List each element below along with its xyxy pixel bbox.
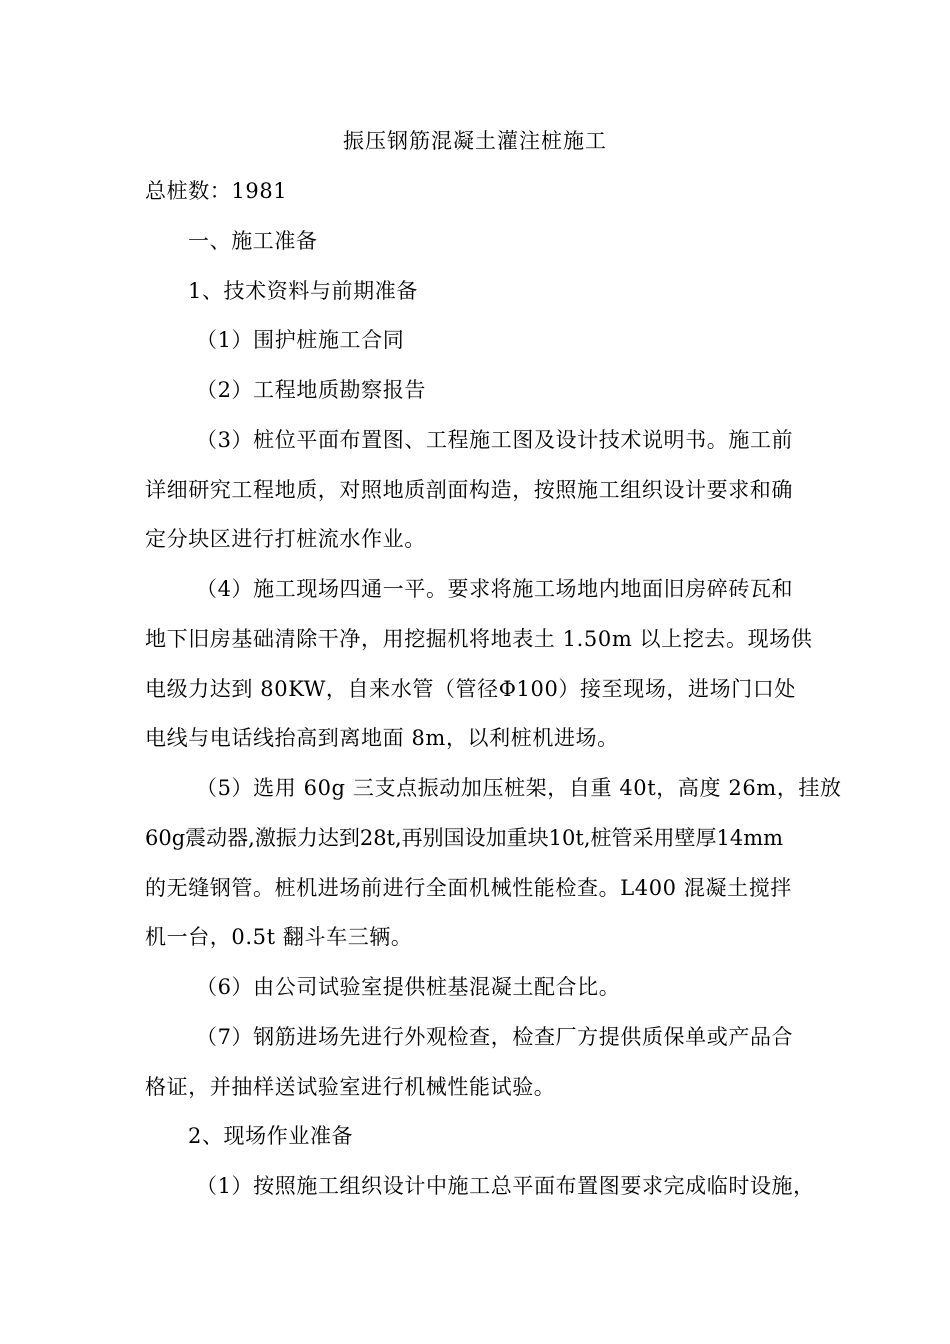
subsection-heading-technical: 1、技术资料与前期准备 [188,279,418,303]
paragraph-line: 格证，并抽样送试验室进行机械性能试验。 [145,1075,556,1099]
paragraph-line: （3）桩位平面布置图、工程施工图及设计技术说明书。施工前 [196,428,794,452]
document-title: 振压钢筋混凝土灌注桩施工 [343,129,607,153]
list-item-geology-report: （2）工程地质勘察报告 [196,378,426,402]
paragraph-line: （4）施工现场四通一平。要求将施工场地内地面旧房碎砖瓦和 [196,577,794,601]
paragraph-line: （7）钢筋进场先进行外观检查，检查厂方提供质保单或产品合 [196,1025,794,1049]
paragraph-line: 定分块区进行打桩流水作业。 [145,527,426,551]
paragraph-line: 电级力达到 80KW，自来水管（管径Φ100）接至现场，进场门口处 [145,677,797,701]
paragraph-line: 机一台，0.5t 翻斗车三辆。 [145,925,413,949]
list-item-mix-ratio: （6）由公司试验室提供桩基混凝土配合比。 [196,975,621,999]
total-piles-line: 总桩数：1981 [145,179,288,203]
paragraph-line: （5）选用 60g 三支点振动加压桩架，自重 40t，高度 26m，挂放 [196,776,842,800]
paragraph-line: 的无缝钢管。桩机进场前进行全面机械性能检查。L400 混凝土搅拌 [145,876,792,900]
paragraph-line: 60g震动器,激振力达到28t,再别国设加重块10t,桩管采用壁厚14mm [145,826,784,850]
subsection-heading-site: 2、现场作业准备 [188,1124,354,1148]
list-item-contract: （1）围护桩施工合同 [196,328,405,352]
paragraph-line: 地下旧房基础清除干净，用挖掘机将地表土 1.50m 以上挖去。现场供 [145,627,813,651]
paragraph-line: 电线与电话线抬高到离地面 8m，以利桩机进场。 [145,726,619,750]
paragraph-line: 详细研究工程地质，对照地质剖面构造，按照施工组织设计要求和确 [145,478,793,502]
section-heading-preparation: 一、施工准备 [188,229,318,253]
paragraph-line: （1）按照施工组织设计中施工总平面布置图要求完成临时设施， [196,1174,815,1198]
